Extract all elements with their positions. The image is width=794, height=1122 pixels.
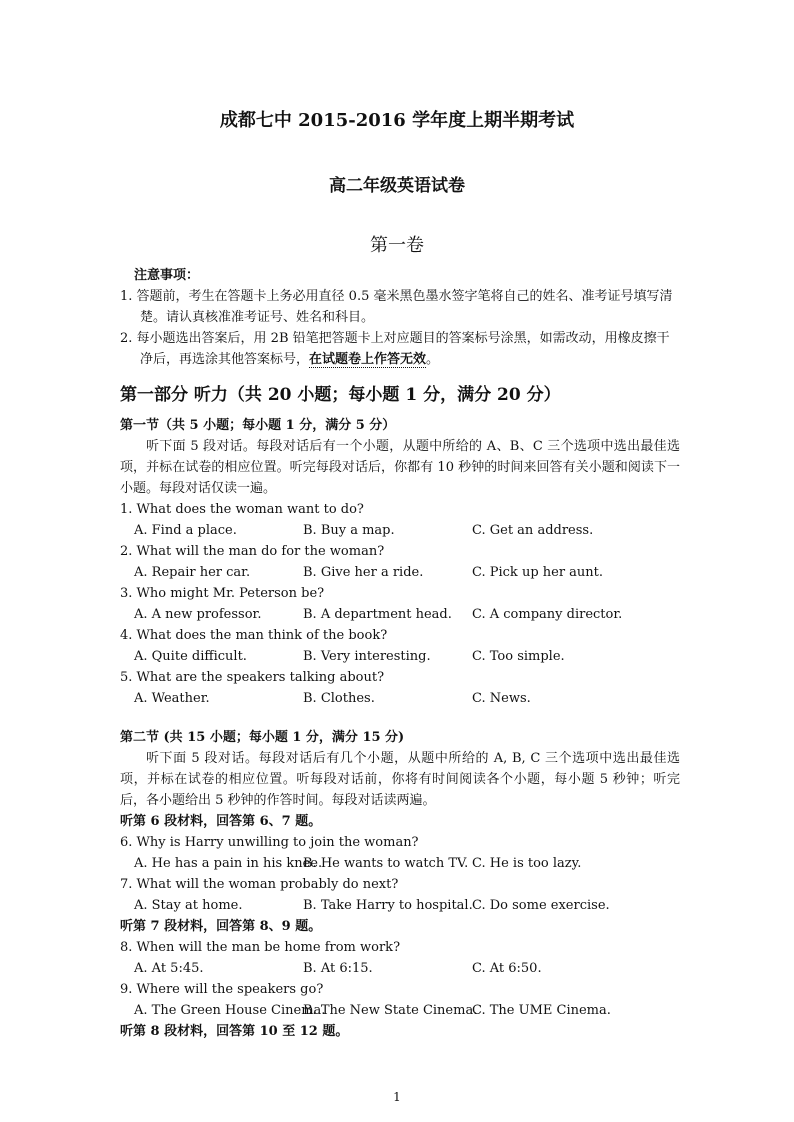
part1-heading: 第一部分 听力（共 20 小题；每小题 1 分，满分 20 分） [120,385,561,405]
notes-block [120,265,680,370]
section1-heading: 第一节（共 5 小题；每小题 1 分，满分 5 分） [120,418,396,433]
section2 [120,727,680,1042]
option-a: A. Repair her car. [134,565,251,580]
option-c: C. The UME Cinema. [472,1003,611,1018]
option-b: B. Give her a ride. [303,565,424,580]
note-item-1: 1. 答题前，考生在答题卡上务必用直径 0.5 毫米黑色墨水签字笔将自己的姓名、准考证号填写清楚。请认真核准准考证号、姓名和科目。 [120,289,673,325]
note-item-2-end: 。 [426,352,440,367]
option-b: B. Very interesting. [303,649,431,664]
question-text: 7. What will the woman probably do next? [120,877,399,892]
option-c: C. Do some exercise. [472,898,610,913]
section2-heading: 第二节 (共 15 小题；每小题 1 分，满分 15 分) [120,730,405,745]
note-item-2 [120,328,680,370]
question-text: 1. What does the woman want to do? [120,502,364,517]
option-c: C. At 6:50. [472,961,542,976]
question-6 [120,832,680,874]
option-c: C. A company director. [472,607,623,622]
section1-instructions: 听下面 5 段对话。每段对话后有一个小题，从题中所给的 A、B、C 三个选项中选出最佳选项，并标在试卷的相应位置。听完每段对话后，你都有 10 秒钟的时间来回答有关小题和阅读下一小题。每段对话仅读一遍。 [120,439,680,496]
option-a: A. He has a pain in his knee. [134,856,323,871]
volume-title: 第一卷 [370,235,424,256]
question-2 [120,541,680,583]
option-b: B. The New State Cinema. [303,1003,478,1018]
option-b: B. Clothes. [303,691,375,706]
exam-title: 成都七中 2015-2016 学年度上期半期考试 [219,110,575,131]
question-text: 2. What will the man do for the woman? [120,544,385,559]
question-8 [120,937,680,979]
question-4 [120,625,680,667]
section2-instructions: 听下面 5 段对话。每段对话后有几个小题，从题中所给的 A, B, C 三个选项中选出最佳选项，并标在试卷的相应位置。听每段对话前，你将有时间阅读各个小题，每小题 5 秒钟；听完后，各小题给出 5 秒钟的作答时间。每段对话读两遍。 [120,751,680,808]
question-text: 8. When will the man be home from work? [120,940,401,955]
option-c: C. Get an address. [472,523,594,538]
option-a: A. Find a place. [134,523,237,538]
option-b: B. Take Harry to hospital. [303,898,473,913]
question-3 [120,583,680,625]
option-b: B. A department head. [303,607,452,622]
question-text: 5. What are the speakers talking about? [120,670,385,685]
option-c: C. Too simple. [472,649,565,664]
note-item-2-text: 2. 每小题选出答案后，用 2B 铅笔把答题卡上对应题目的答案标号涂黑，如需改动，用橡皮擦干净后，再选涂其他答案标号， [120,331,670,367]
option-b: B. He wants to watch TV. [303,856,469,871]
page-number: 1 [393,1090,401,1104]
option-b: B. At 6:15. [303,961,373,976]
material-8-heading: 听第 8 段材料，回答第 10 至 12 题。 [120,1024,349,1039]
exam-subtitle: 高二年级英语试卷 [329,176,465,196]
option-a: A. Quite difficult. [134,649,247,664]
notes-heading: 注意事项： [134,268,200,283]
question-text: 3. Who might Mr. Peterson be? [120,586,325,601]
question-1 [120,499,680,541]
note-emphasis: 在试题卷上作答无效 [309,352,427,367]
option-a: A. Stay at home. [134,898,243,913]
material-6-heading: 听第 6 段材料，回答第 6、7 题。 [120,814,322,829]
option-c: C. Pick up her aunt. [472,565,604,580]
option-a: A. A new professor. [134,607,262,622]
question-text: 6. Why is Harry unwilling to join the woman? [120,835,419,850]
option-c: C. News. [472,691,531,706]
question-7 [120,874,680,916]
question-text: 9. Where will the speakers go? [120,982,324,997]
option-b: B. Buy a map. [303,523,395,538]
option-a: A. Weather. [134,691,210,706]
section1 [120,415,680,709]
question-9 [120,979,680,1021]
option-a: A. The Green House Cinema. [134,1003,326,1018]
material-7-heading: 听第 7 段材料，回答第 8、9 题。 [120,919,322,934]
question-text: 4. What does the man think of the book? [120,628,388,643]
question-5 [120,667,680,709]
option-c: C. He is too lazy. [472,856,582,871]
option-a: A. At 5:45. [134,961,204,976]
